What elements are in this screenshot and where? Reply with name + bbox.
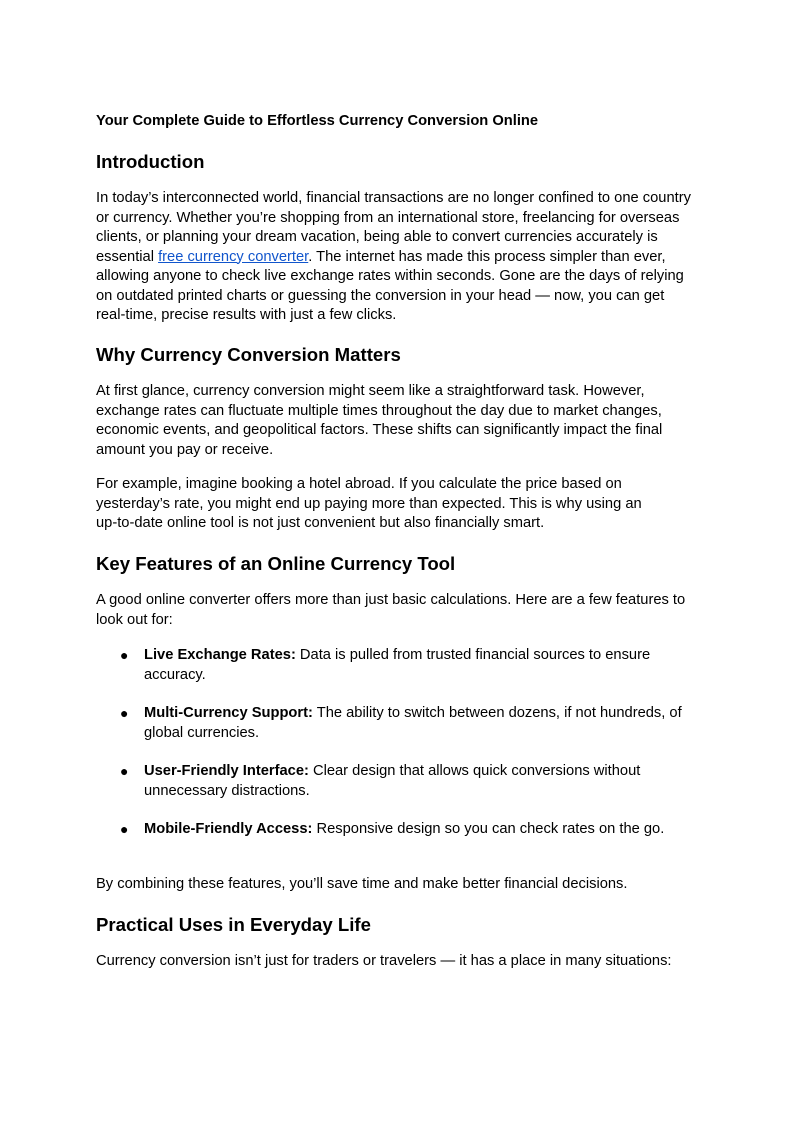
text-line: In today’s interconnected world, financial transactions are no longer confined to one country	[96, 190, 691, 206]
heading-why-currency-conversion-matters: Why Currency Conversion Matters	[96, 344, 401, 365]
text-line: clients, or planning your dream vacation, being able to convert currencies accurately is	[96, 229, 658, 245]
free-currency-converter-link[interactable]: free currency converter	[158, 248, 309, 265]
text-line: accuracy.	[144, 666, 206, 683]
feature-term: Mobile-Friendly Access:	[144, 821, 313, 837]
text-line: economic events, and geopolitical factors. These shifts can significantly impact the final	[96, 422, 663, 438]
text-line: yesterday’s rate, you might end up paying more than expected. This is why using an	[96, 495, 642, 512]
text-line: For example, imagine booking a hotel abroad. If you calculate the price based on	[96, 476, 622, 492]
list-item-body	[144, 820, 704, 840]
why-paragraph-1	[96, 382, 696, 460]
bullet-icon: ●	[120, 647, 129, 663]
features-closing-paragraph	[96, 875, 696, 895]
text-fragment: . The internet has made this process simpler than ever,	[308, 248, 666, 265]
feature-description: Data is pulled from trusted financial sources to ensure	[295, 647, 651, 663]
text-line: allowing anyone to check live exchange rates within seconds. Gone are the days of relying	[96, 268, 684, 284]
document-title: Your Complete Guide to Effortless Currency Conversion Online	[96, 113, 539, 129]
text-line: unnecessary distractions.	[144, 782, 310, 799]
text-line: look out for:	[96, 611, 173, 628]
bullet-icon: ●	[120, 821, 129, 837]
heading-key-features: Key Features of an Online Currency Tool	[96, 553, 456, 574]
text-line: By combining these features, you’ll save time and make better financial decisions.	[96, 876, 628, 892]
intro-paragraph	[96, 189, 696, 326]
list-item-body	[144, 646, 704, 685]
feature-term: User-Friendly Interface:	[144, 763, 309, 779]
list-item-body	[144, 704, 704, 743]
text-line: up-to-date online tool is not just convenient but also financially smart.	[96, 515, 545, 531]
features-intro-paragraph	[96, 591, 696, 630]
text-fragment: essential	[96, 248, 159, 265]
text-line	[96, 248, 696, 268]
feature-description: Responsive design so you can check rates on the go.	[312, 821, 665, 837]
text-line	[144, 820, 704, 840]
text-line: A good online converter offers more than just basic calculations. Here are a few features to	[96, 592, 686, 608]
bullet-icon: ●	[120, 705, 129, 721]
bullet-icon: ●	[120, 763, 129, 779]
why-paragraph-2	[96, 475, 696, 534]
text-line: amount you pay or receive.	[96, 441, 274, 458]
text-line	[144, 646, 704, 666]
text-line	[144, 762, 704, 782]
feature-description: The ability to switch between dozens, if not hundreds, of	[312, 705, 682, 721]
text-line	[144, 704, 704, 724]
practical-intro-paragraph	[96, 952, 696, 972]
text-line: or currency. Whether you’re shopping from an international store, freelancing for overseas	[96, 209, 680, 226]
text-line: At first glance, currency conversion might seem like a straightforward task. However,	[96, 383, 645, 399]
text-line: on outdated printed charts or guessing the conversion in your head — now, you can get	[96, 287, 665, 304]
text-line: Currency conversion isn’t just for traders or travelers — it has a place in many situations:	[96, 953, 672, 969]
text-line: exchange rates can fluctuate multiple times throughout the day due to market changes,	[96, 402, 662, 419]
feature-term: Multi-Currency Support:	[144, 705, 313, 721]
list-item-body	[144, 762, 704, 801]
feature-term: Live Exchange Rates:	[144, 647, 296, 663]
heading-introduction: Introduction	[96, 151, 205, 172]
feature-description: Clear design that allows quick conversions without	[308, 763, 641, 779]
text-line: real-time, precise results with just a few clicks.	[96, 307, 397, 323]
text-line: global currencies.	[144, 724, 260, 741]
heading-practical-uses: Practical Uses in Everyday Life	[96, 914, 371, 935]
